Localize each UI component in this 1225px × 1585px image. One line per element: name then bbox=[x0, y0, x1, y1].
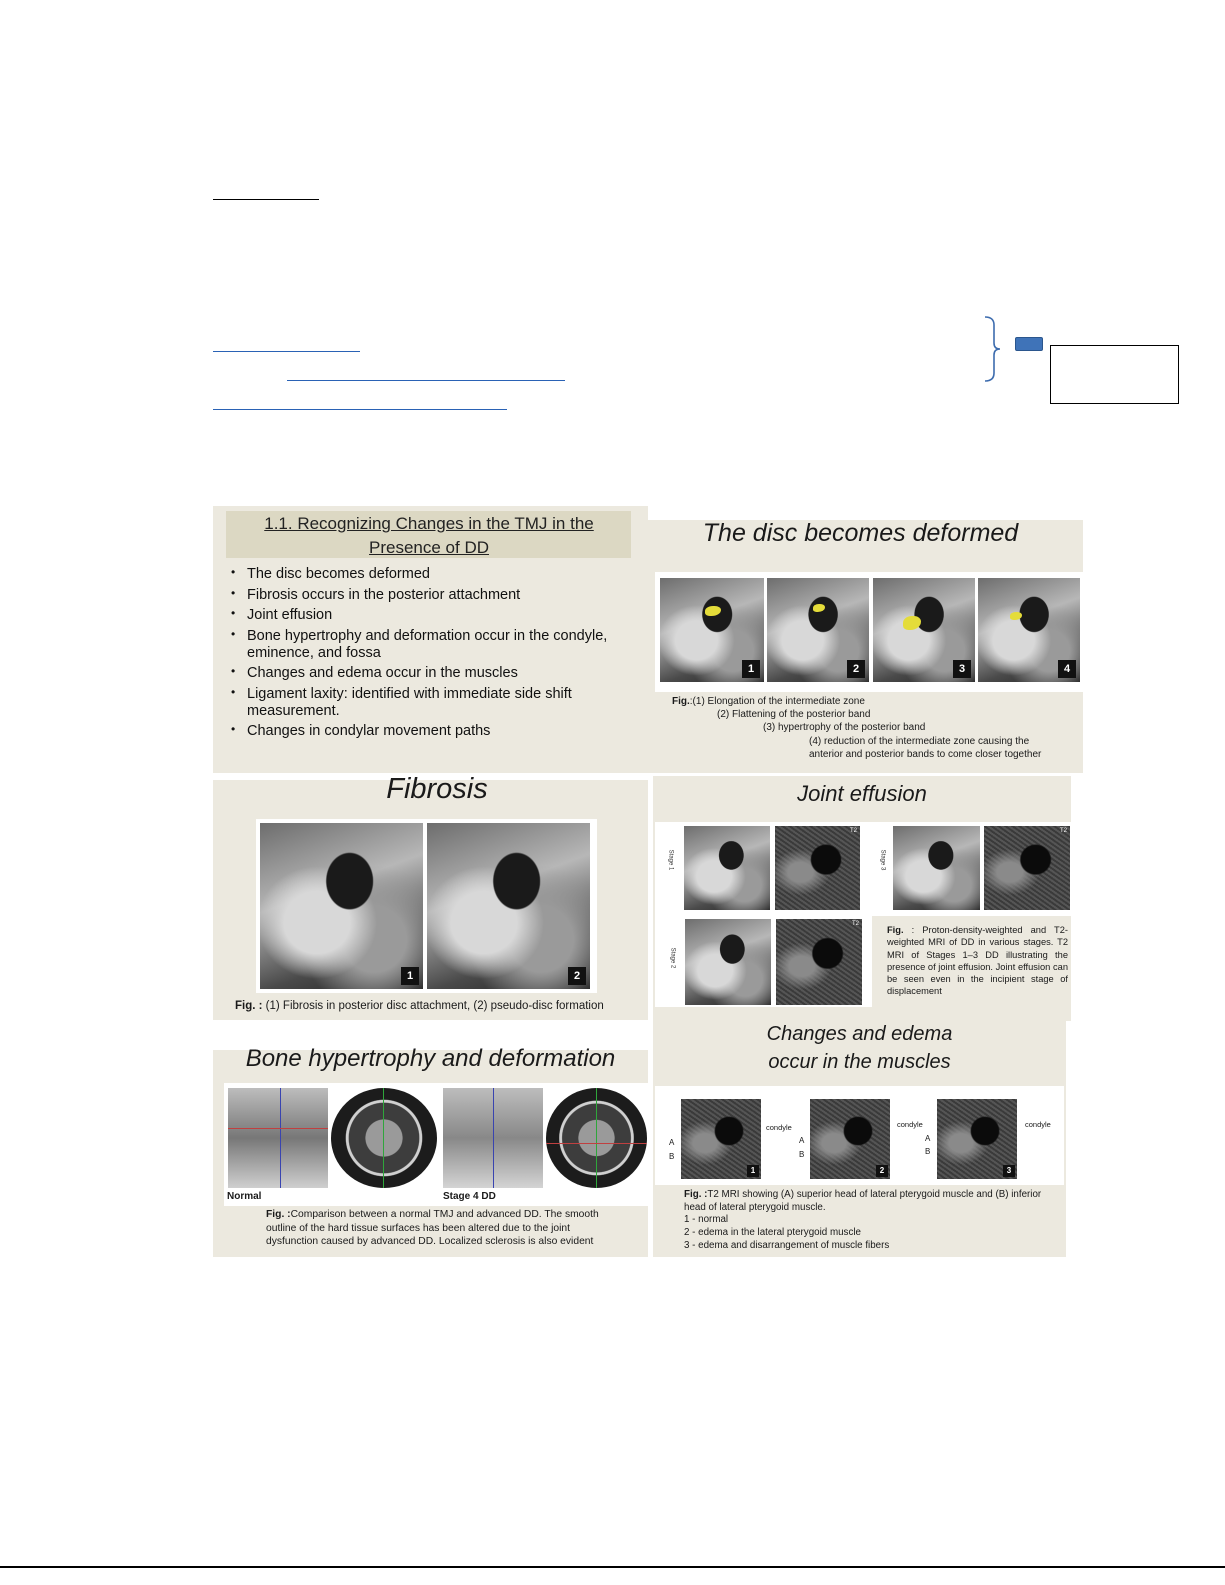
bone-caption: Fig. :Comparison between a normal TMJ and advanced DD. The smooth outline of the hard tissue surfaces has been altered due to the joint dysfunction caused by advanced DD. Localized sclerosis is also evident bbox=[266, 1209, 599, 1248]
effusion-mri-image: T2 bbox=[775, 826, 860, 910]
effusion-caption: Fig. : Proton-density-weighted and T2-weighted MRI of DD in various stages. T2 MRI of Stages 1–3 DD illustrating the presence of joint effusion. Joint effusion can be seen even in the incipient stage of displacement bbox=[887, 925, 1068, 997]
muscle-mri-image: 2 bbox=[810, 1099, 890, 1179]
condyle-label: condyle bbox=[897, 1120, 923, 1129]
condyle-label: condyle bbox=[766, 1123, 792, 1132]
muscle-title-line2: occur in the muscles bbox=[768, 1051, 951, 1073]
muscle-mri-image: 1 bbox=[681, 1099, 761, 1179]
fibrosis-caption: Fig. : (1) Fibrosis in posterior disc attachment, (2) pseudo-disc formation bbox=[235, 1000, 604, 1012]
disc-mri-image: 1 bbox=[660, 578, 764, 682]
arrow-icon bbox=[1015, 337, 1043, 351]
bullet-item: • Bone hypertrophy and deformation occur in the condyle, eminence, and fossa bbox=[229, 628, 629, 661]
header-underline bbox=[213, 199, 319, 200]
bone-ct-image bbox=[443, 1088, 543, 1188]
disc-title: The disc becomes deformed bbox=[702, 519, 1019, 547]
fibrosis-title: Fibrosis bbox=[386, 773, 488, 805]
muscle-label-a: A bbox=[925, 1134, 931, 1143]
effusion-mri-image: T2 bbox=[984, 826, 1070, 910]
brace-icon bbox=[982, 315, 1002, 383]
summary-bullet-list bbox=[229, 566, 629, 744]
muscle-title-line1: Changes and edema bbox=[766, 1023, 953, 1045]
bone-ct-image bbox=[331, 1088, 437, 1188]
bone-label-normal: Normal bbox=[227, 1191, 262, 1202]
condyle-label: condyle bbox=[1025, 1120, 1051, 1129]
disc-caption: Fig.:(1) Elongation of the intermediate zone (2) Flattening of the posterior band (3) hypertrophy of the posterior band (4) reduction of the intermediate zone causing the anterior and posterior bands to come closer together bbox=[672, 696, 1042, 760]
effusion-mri-image bbox=[893, 826, 980, 910]
link-underline-3[interactable] bbox=[213, 409, 507, 410]
muscle-label-a: A bbox=[669, 1138, 675, 1147]
bullet-item: • Fibrosis occurs in the posterior attachment bbox=[229, 587, 629, 604]
bone-title: Bone hypertrophy and deformation bbox=[245, 1045, 616, 1072]
stage-label: Stage 3 bbox=[879, 849, 886, 871]
muscle-caption: Fig. :T2 MRI showing (A) superior head of lateral pterygoid muscle and (B) inferior head of lateral pterygoid muscle. 1 - normal 2 - edema in the lateral pterygoid muscle 3 - edema and disarrangement of muscle fibers bbox=[684, 1189, 1042, 1251]
effusion-title: Joint effusion bbox=[797, 781, 927, 806]
effusion-mri-image: T2 bbox=[776, 919, 862, 1005]
muscle-label-a: A bbox=[799, 1136, 805, 1145]
disc-mri-image: 3 bbox=[873, 578, 975, 682]
stage-label: Stage 2 bbox=[669, 947, 676, 969]
fibrosis-mri-image: 1 bbox=[260, 823, 423, 989]
fibrosis-mri-image: 2 bbox=[427, 823, 590, 989]
muscle-label-b: B bbox=[799, 1150, 805, 1159]
bullet-item: • The disc becomes deformed bbox=[229, 566, 629, 583]
muscle-label-b: B bbox=[925, 1147, 931, 1156]
bullet-item: • Changes and edema occur in the muscles bbox=[229, 665, 629, 682]
bullet-item: • Changes in condylar movement paths bbox=[229, 723, 629, 740]
muscle-label-b: B bbox=[669, 1152, 675, 1161]
link-underline-1[interactable] bbox=[213, 351, 360, 352]
empty-box bbox=[1050, 345, 1179, 404]
muscle-mri-image: 3 bbox=[937, 1099, 1017, 1179]
bullet-item: • Joint effusion bbox=[229, 607, 629, 624]
bone-ct-image bbox=[546, 1088, 647, 1188]
bullet-item: • Ligament laxity: identified with immediate side shift measurement. bbox=[229, 686, 629, 719]
bone-ct-image bbox=[228, 1088, 328, 1188]
bone-label-stage: Stage 4 DD bbox=[443, 1191, 496, 1202]
effusion-mri-image bbox=[684, 826, 770, 910]
stage-label: Stage 1 bbox=[667, 849, 674, 871]
summary-heading: 1.1. Recognizing Changes in the TMJ in the Presence of DD bbox=[264, 514, 594, 557]
effusion-mri-image bbox=[685, 919, 771, 1005]
link-underline-2[interactable] bbox=[287, 380, 565, 381]
disc-mri-image: 2 bbox=[767, 578, 869, 682]
disc-mri-image: 4 bbox=[978, 578, 1080, 682]
page-bottom-rule bbox=[0, 1566, 1225, 1568]
